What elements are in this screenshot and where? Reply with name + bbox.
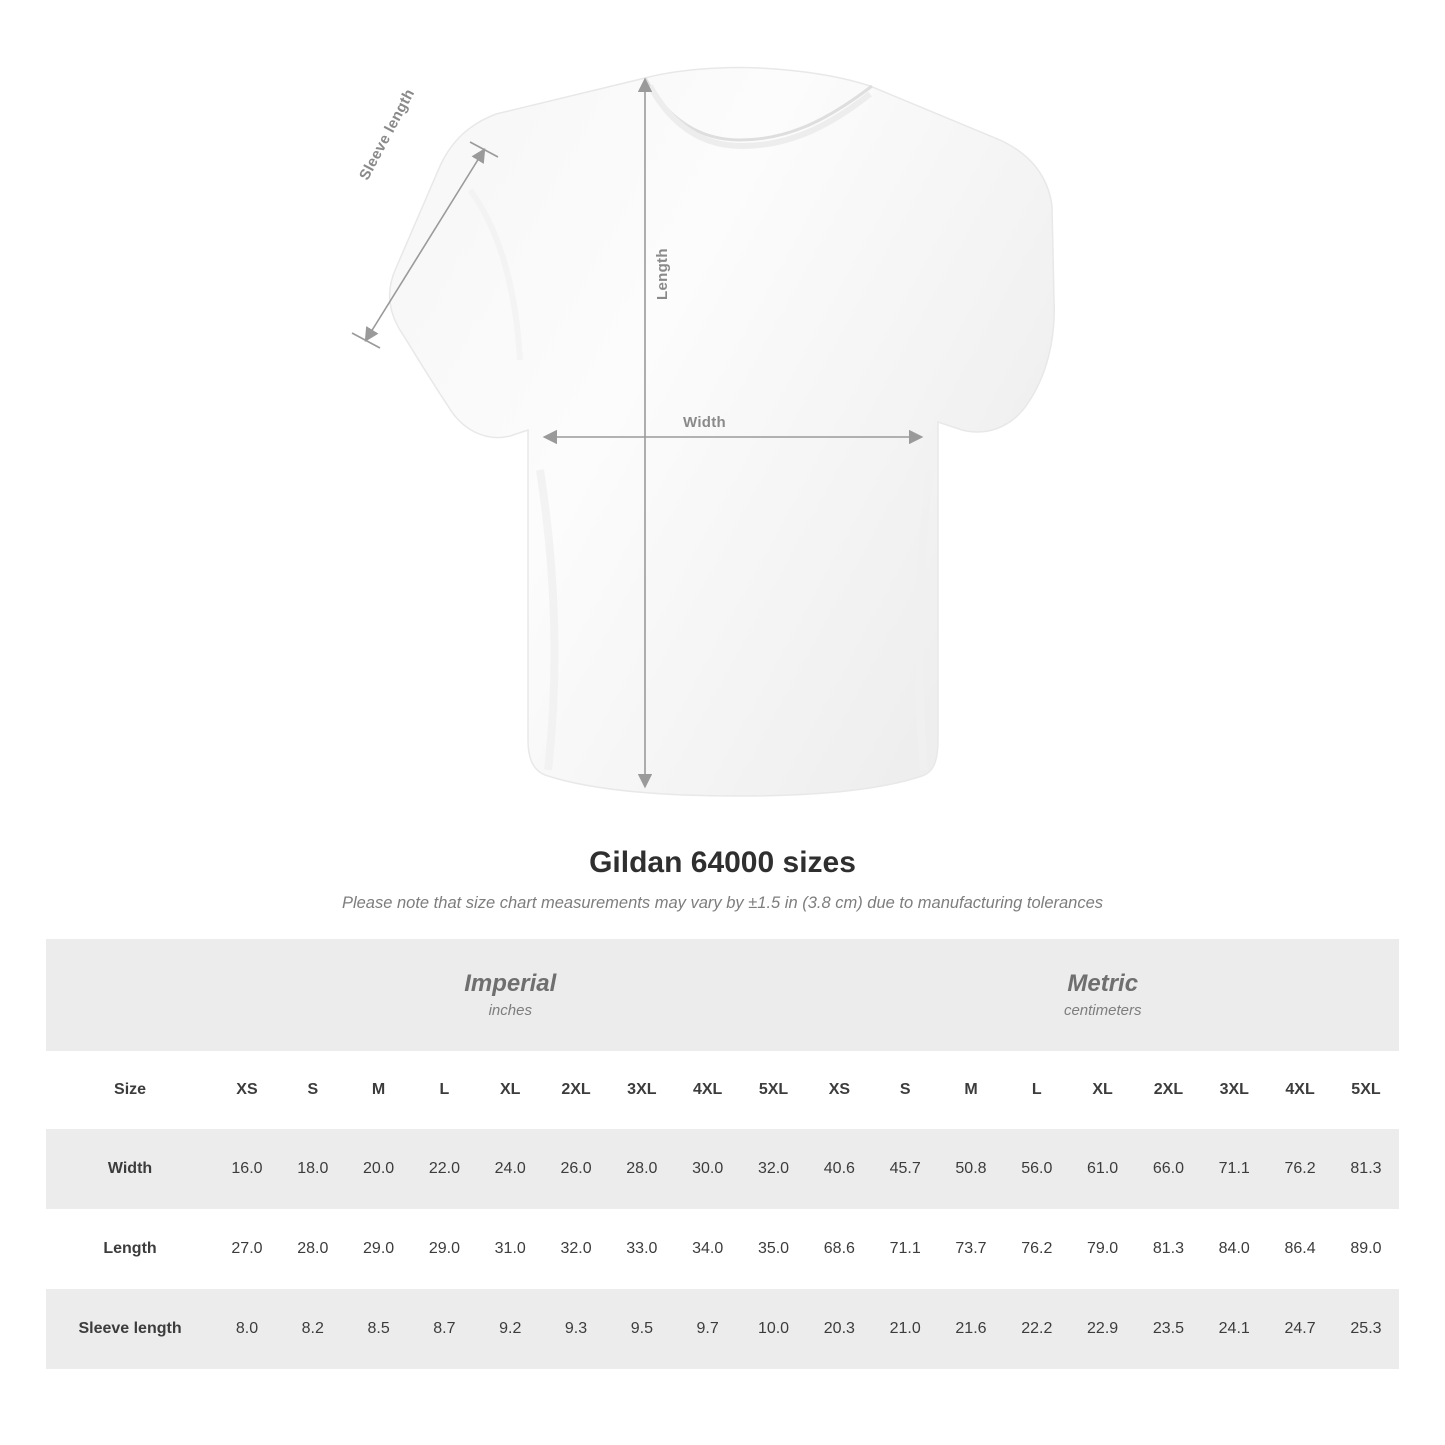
row-label-length: Length [46, 1209, 214, 1289]
col-header-metric-xs: XS [806, 1051, 872, 1129]
cell-width-imperial-4xl: 30.0 [675, 1129, 741, 1209]
size-table-wrapper [46, 939, 1399, 1369]
sleeve-length-label: Sleeve length [356, 86, 419, 183]
cell-sleeve-metric-4xl: 24.7 [1267, 1289, 1333, 1369]
cell-length-imperial-4xl: 34.0 [675, 1209, 741, 1289]
cell-length-metric-m: 73.7 [938, 1209, 1004, 1289]
size-table [46, 939, 1399, 1369]
cell-sleeve-metric-5xl: 25.3 [1333, 1289, 1399, 1369]
cell-length-imperial-s: 28.0 [280, 1209, 346, 1289]
unit-imperial-name: Imperial [464, 969, 557, 997]
width-label: Width [683, 414, 727, 431]
cell-sleeve-imperial-s: 8.2 [280, 1289, 346, 1369]
cell-length-imperial-l: 29.0 [412, 1209, 478, 1289]
page-title: Gildan 64000 sizes [589, 846, 856, 879]
size-header-row [46, 1051, 1399, 1129]
cell-length-metric-2xl: 81.3 [1136, 1209, 1202, 1289]
table-row [46, 1209, 1399, 1289]
unit-header-row [46, 939, 1399, 1051]
cell-width-metric-5xl: 81.3 [1333, 1129, 1399, 1209]
cell-sleeve-metric-2xl: 23.5 [1136, 1289, 1202, 1369]
unit-metric-sub: centimeters [1063, 1001, 1142, 1019]
col-header-imperial-5xl: 5XL [741, 1051, 807, 1129]
cell-length-imperial-m: 29.0 [346, 1209, 412, 1289]
cell-sleeve-metric-m: 21.6 [938, 1289, 1004, 1369]
title-block [0, 846, 1445, 913]
cell-length-metric-5xl: 89.0 [1333, 1209, 1399, 1289]
cell-sleeve-imperial-l: 8.7 [412, 1289, 478, 1369]
col-header-metric-m: M [938, 1051, 1004, 1129]
cell-length-metric-s: 71.1 [872, 1209, 938, 1289]
row-header-size: Size [46, 1051, 214, 1129]
cell-sleeve-metric-xl: 22.9 [1070, 1289, 1136, 1369]
col-header-imperial-l: L [412, 1051, 478, 1129]
cell-sleeve-metric-s: 21.0 [872, 1289, 938, 1369]
cell-width-imperial-xs: 16.0 [214, 1129, 280, 1209]
cell-length-metric-3xl: 84.0 [1201, 1209, 1267, 1289]
cell-sleeve-imperial-2xl: 9.3 [543, 1289, 609, 1369]
unit-header-spacer [46, 939, 214, 1051]
cell-sleeve-metric-3xl: 24.1 [1201, 1289, 1267, 1369]
cell-width-metric-s: 45.7 [872, 1129, 938, 1209]
cell-length-imperial-xl: 31.0 [477, 1209, 543, 1289]
col-header-imperial-2xl: 2XL [543, 1051, 609, 1129]
unit-metric-name: Metric [1067, 969, 1139, 997]
cell-width-metric-m: 50.8 [938, 1129, 1004, 1209]
table-row [46, 1289, 1399, 1369]
col-header-imperial-4xl: 4XL [675, 1051, 741, 1129]
cell-width-imperial-5xl: 32.0 [741, 1129, 807, 1209]
col-header-metric-5xl: 5XL [1333, 1051, 1399, 1129]
col-header-imperial-m: M [346, 1051, 412, 1129]
cell-length-imperial-2xl: 32.0 [543, 1209, 609, 1289]
unit-group-metric [806, 939, 1399, 1051]
cell-width-imperial-xl: 24.0 [477, 1129, 543, 1209]
cell-width-metric-2xl: 66.0 [1136, 1129, 1202, 1209]
row-label-sleeve-length: Sleeve length [46, 1289, 214, 1369]
unit-group-imperial [214, 939, 806, 1051]
col-header-metric-3xl: 3XL [1201, 1051, 1267, 1129]
table-row [46, 1129, 1399, 1209]
col-header-imperial-s: S [280, 1051, 346, 1129]
cell-sleeve-imperial-3xl: 9.5 [609, 1289, 675, 1369]
col-header-metric-2xl: 2XL [1136, 1051, 1202, 1129]
cell-sleeve-imperial-4xl: 9.7 [675, 1289, 741, 1369]
cell-sleeve-imperial-xl: 9.2 [477, 1289, 543, 1369]
col-header-metric-s: S [872, 1051, 938, 1129]
cell-sleeve-imperial-xs: 8.0 [214, 1289, 280, 1369]
col-header-imperial-xs: XS [214, 1051, 280, 1129]
cell-sleeve-metric-l: 22.2 [1004, 1289, 1070, 1369]
cell-width-metric-3xl: 71.1 [1201, 1129, 1267, 1209]
col-header-imperial-xl: XL [477, 1051, 543, 1129]
col-header-metric-4xl: 4XL [1267, 1051, 1333, 1129]
cell-length-metric-4xl: 86.4 [1267, 1209, 1333, 1289]
cell-width-imperial-l: 22.0 [412, 1129, 478, 1209]
cell-length-metric-xl: 79.0 [1070, 1209, 1136, 1289]
cell-length-metric-l: 76.2 [1004, 1209, 1070, 1289]
cell-sleeve-metric-xs: 20.3 [806, 1289, 872, 1369]
cell-width-metric-l: 56.0 [1004, 1129, 1070, 1209]
col-header-imperial-3xl: 3XL [609, 1051, 675, 1129]
col-header-metric-l: L [1004, 1051, 1070, 1129]
cell-sleeve-imperial-m: 8.5 [346, 1289, 412, 1369]
unit-imperial-sub: inches [488, 1001, 532, 1019]
cell-sleeve-imperial-5xl: 10.0 [741, 1289, 807, 1369]
cell-width-imperial-2xl: 26.0 [543, 1129, 609, 1209]
cell-length-metric-xs: 68.6 [806, 1209, 872, 1289]
cell-length-imperial-5xl: 35.0 [741, 1209, 807, 1289]
cell-length-imperial-xs: 27.0 [214, 1209, 280, 1289]
row-label-width: Width [46, 1129, 214, 1209]
cell-width-imperial-3xl: 28.0 [609, 1129, 675, 1209]
tolerance-note: Please note that size chart measurements may vary by ±1.5 in (3.8 cm) due to manufacturing tolerances [341, 894, 1104, 912]
tshirt-shape [390, 67, 1055, 796]
cell-width-metric-xl: 61.0 [1070, 1129, 1136, 1209]
cell-width-metric-4xl: 76.2 [1267, 1129, 1333, 1209]
cell-width-imperial-s: 18.0 [280, 1129, 346, 1209]
length-label: Length [654, 248, 671, 300]
col-header-metric-xl: XL [1070, 1051, 1136, 1129]
cell-width-imperial-m: 20.0 [346, 1129, 412, 1209]
cell-length-imperial-3xl: 33.0 [609, 1209, 675, 1289]
cell-width-metric-xs: 40.6 [806, 1129, 872, 1209]
